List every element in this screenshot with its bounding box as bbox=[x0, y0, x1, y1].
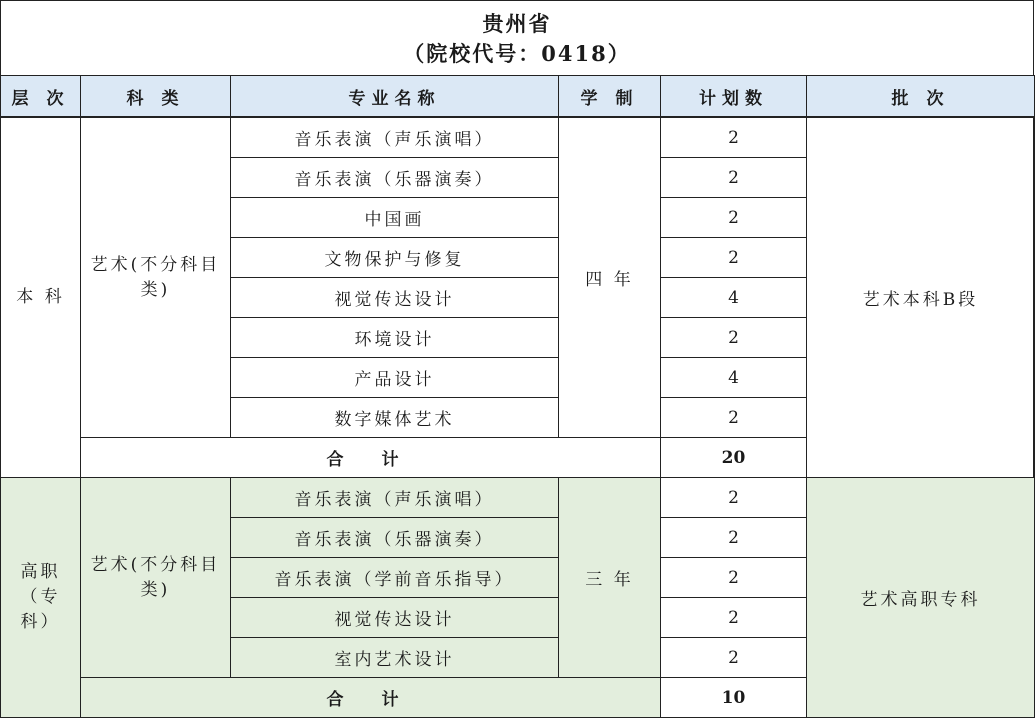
institution-code: （院校代号：0418） bbox=[403, 41, 631, 66]
vocational-duration: 三 年 bbox=[559, 478, 661, 678]
plan-count: 2 bbox=[661, 238, 807, 278]
major-name: 数字媒体艺术 bbox=[231, 398, 559, 438]
plan-table bbox=[0, 75, 1035, 718]
plan-count: 2 bbox=[661, 398, 807, 438]
header-plan: 计划数 bbox=[661, 76, 807, 118]
header-major: 专业名称 bbox=[231, 76, 559, 118]
major-name: 音乐表演（声乐演唱） bbox=[231, 117, 559, 158]
bachelor-total-value: 20 bbox=[661, 438, 807, 478]
major-name: 音乐表演（乐器演奏） bbox=[231, 518, 559, 558]
major-name: 音乐表演（乐器演奏） bbox=[231, 158, 559, 198]
major-name: 音乐表演（学前音乐指导） bbox=[231, 558, 559, 598]
header-level: 层 次 bbox=[1, 76, 81, 118]
plan-count: 2 bbox=[661, 198, 807, 238]
plan-count: 2 bbox=[661, 158, 807, 198]
plan-count: 2 bbox=[661, 638, 807, 678]
vocational-level: 高职 （专 科） bbox=[1, 478, 81, 718]
vocational-batch: 艺术高职专科 bbox=[807, 478, 1035, 718]
bachelor-batch: 艺术本科B段 bbox=[807, 117, 1035, 478]
plan-count: 2 bbox=[661, 558, 807, 598]
plan-count: 2 bbox=[661, 598, 807, 638]
plan-count: 4 bbox=[661, 278, 807, 318]
bachelor-category: 艺术(不分科目类) bbox=[81, 117, 231, 438]
header-category: 科 类 bbox=[81, 76, 231, 118]
table-row bbox=[1, 478, 1035, 518]
major-name: 室内艺术设计 bbox=[231, 638, 559, 678]
vocational-total-value: 10 bbox=[661, 678, 807, 718]
bachelor-level: 本 科 bbox=[1, 117, 81, 478]
province-title: 贵州省 bbox=[482, 11, 552, 36]
plan-count: 2 bbox=[661, 318, 807, 358]
major-name: 文物保护与修复 bbox=[231, 238, 559, 278]
plan-count: 2 bbox=[661, 518, 807, 558]
major-name: 视觉传达设计 bbox=[231, 598, 559, 638]
major-name: 音乐表演（声乐演唱） bbox=[231, 478, 559, 518]
table-row bbox=[1, 117, 1035, 158]
plan-count: 2 bbox=[661, 478, 807, 518]
header-duration: 学 制 bbox=[559, 76, 661, 118]
header-batch: 批 次 bbox=[807, 76, 1035, 118]
plan-count: 4 bbox=[661, 358, 807, 398]
vocational-total-label: 合 计 bbox=[81, 678, 661, 718]
plan-count: 2 bbox=[661, 117, 807, 158]
bachelor-total-label: 合 计 bbox=[81, 438, 661, 478]
header-row bbox=[1, 76, 1035, 118]
vocational-category: 艺术(不分科目类) bbox=[81, 478, 231, 678]
major-name: 环境设计 bbox=[231, 318, 559, 358]
major-name: 中国画 bbox=[231, 198, 559, 238]
major-name: 视觉传达设计 bbox=[231, 278, 559, 318]
major-name: 产品设计 bbox=[231, 358, 559, 398]
title-block bbox=[1, 1, 1033, 75]
bachelor-duration: 四 年 bbox=[559, 117, 661, 438]
